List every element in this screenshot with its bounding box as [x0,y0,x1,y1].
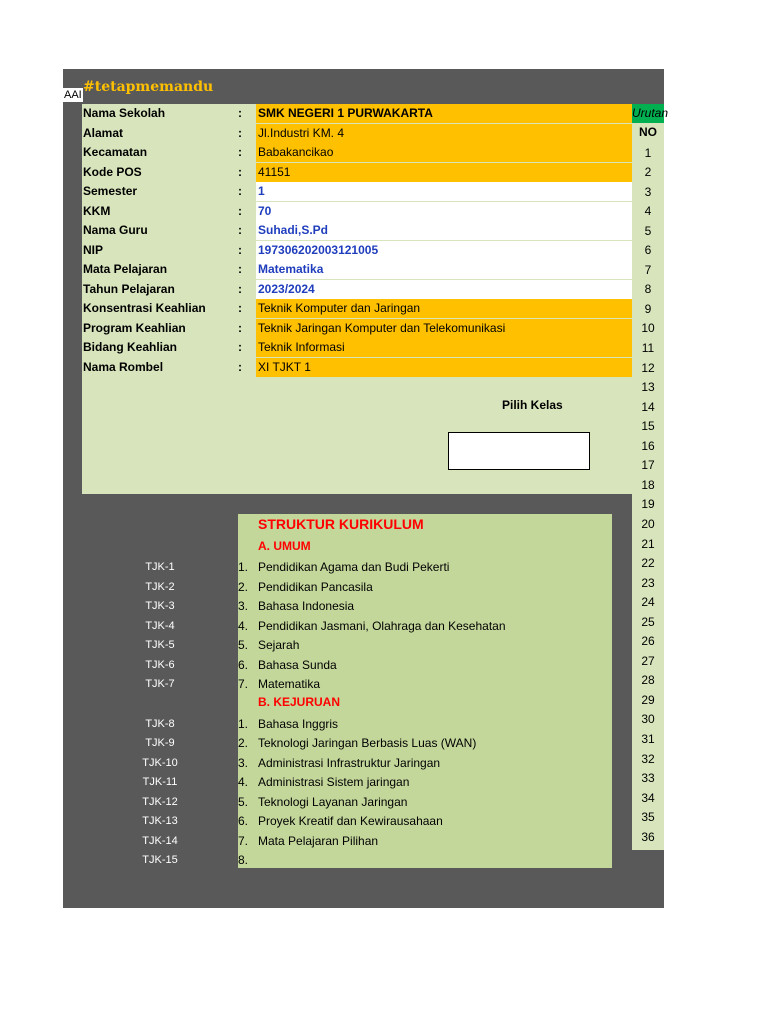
urut-number: 17 [641,458,655,473]
subject-name: Teknologi Layanan Jaringan [258,794,408,809]
info-row [82,299,632,318]
info-label: Nama Rombel [83,359,164,374]
subject-number: 6. [238,814,249,828]
kelas-input[interactable] [448,432,590,470]
info-value[interactable]: Suhadi,S.Pd [256,221,632,240]
info-value[interactable]: 41151 [256,163,632,182]
subject-row [238,636,299,656]
subject-number: 8. [238,853,249,867]
urut-number: 14 [641,399,655,414]
subject-number: 4. [238,775,249,789]
subject-name: Matematika [258,677,321,691]
urut-number: 8 [644,282,652,297]
tjk-code: TJK-8 [145,717,175,730]
tjk-code: TJK-11 [142,776,178,788]
info-colon: : [238,281,242,296]
urut-number: 2 [644,165,652,180]
urut-number: 27 [641,653,655,668]
info-value[interactable]: Teknik Jaringan Komputer dan Telekomunikasi [256,319,632,338]
info-value[interactable]: XI TJKT 1 [256,358,632,377]
tjk-code: TJK-7 [145,678,175,690]
subject-name: Teknologi Jaringan Berbasis Luas (WAN) [258,736,477,750]
info-row [82,143,632,162]
subject-row [238,558,449,578]
urut-number: 20 [641,516,655,531]
info-colon: : [238,262,242,276]
urut-number: 4 [644,204,652,219]
subject-row [238,597,354,617]
urut-number: 31 [641,732,655,746]
info-colon: : [238,125,242,140]
umum-heading: A. UMUM [258,539,311,553]
subject-number: 7. [238,833,249,848]
urut-number: 24 [641,595,655,610]
subject-row [238,675,320,695]
subject-name: Bahasa Indonesia [258,599,355,613]
info-row [82,319,632,338]
subject-name: Sejarah [258,638,300,652]
info-colon: : [238,184,242,198]
subject-number: 3. [238,755,249,770]
info-value[interactable]: Teknik Informasi [256,338,632,357]
info-label: NIP [83,242,104,257]
subject-name: Administrasi Infrastruktur Jaringan [258,755,441,770]
subject-name: Pendidikan Jasmani, Olahraga dan Kesehatan [258,618,506,633]
info-label: Program Keahlian [83,320,186,335]
info-value[interactable]: 197306202003121005 [256,241,632,260]
subject-row [238,832,378,852]
info-label: KKM [83,203,111,218]
urut-number: 7 [644,262,652,277]
info-colon: : [238,223,242,237]
info-row [82,338,632,357]
urut-number: 13 [641,380,655,395]
kejuruan-heading: B. KEJURUAN [258,695,341,709]
info-row [82,280,632,299]
info-value[interactable]: SMK NEGERI 1 PURWAKARTA [256,104,632,123]
tjk-code: TJK-6 [145,658,175,671]
subject-row [238,734,476,754]
info-colon: : [238,359,242,374]
urut-number: 36 [641,829,655,844]
subject-name: Bahasa Inggris [258,716,339,731]
urut-number: 18 [641,477,655,492]
subject-row [238,715,338,735]
urut-number: 3 [644,184,652,199]
info-label: Alamat [83,125,124,140]
subject-row [238,754,440,774]
urut-number: 16 [641,438,655,453]
info-label: Bidang Keahlian [83,340,178,354]
tjk-code: TJK-1 [145,561,175,573]
tjk-code: TJK-4 [145,619,175,632]
subject-number: 1. [238,560,249,574]
urut-number: 19 [641,497,655,512]
tjk-code: TJK-12 [142,795,178,808]
info-row [82,104,632,123]
urut-number: 32 [641,751,655,766]
info-label: Kode POS [83,164,142,179]
tjk-code: TJK-14 [142,834,178,847]
urut-number: 29 [641,692,655,707]
info-row [82,221,632,240]
subject-name: Pendidikan Agama dan Budi Pekerti [258,560,450,574]
subject-number: 3. [238,599,249,613]
info-colon: : [238,242,242,257]
info-label: Nama Sekolah [83,106,166,120]
info-value[interactable]: Teknik Komputer dan Jaringan [256,299,632,318]
tjk-code: TJK-13 [142,815,178,827]
info-colon: : [238,145,242,159]
tjk-code: TJK-9 [145,737,175,749]
urut-number: 11 [641,341,655,355]
info-colon: : [238,340,242,354]
info-value[interactable]: 1 [256,182,632,201]
urut-number: 30 [641,712,655,727]
info-value[interactable]: 2023/2024 [256,280,632,299]
info-row [82,358,632,377]
tjk-code: TJK-5 [145,639,175,651]
urut-number: 6 [644,243,652,258]
info-colon: : [238,320,242,335]
urut-number: 12 [641,360,655,375]
subject-number: 5. [238,638,249,652]
subject-number: 2. [238,736,249,750]
info-row [82,241,632,260]
info-value[interactable]: 70 [256,202,632,221]
subject-row [238,812,443,832]
info-value[interactable]: Babakancikao [256,143,632,162]
subject-name: Pendidikan Pancasila [258,579,373,594]
subject-number: 1. [238,716,249,731]
info-colon: : [238,164,242,179]
info-colon: : [238,301,242,315]
subject-name: Bahasa Sunda [258,657,337,672]
subject-number: 4. [238,618,249,633]
brand-title: #tetapmemandu [83,79,214,95]
info-label: Kecamatan [83,145,148,159]
urut-number: 22 [641,556,655,571]
pilih-kelas-label: Pilih Kelas [502,398,563,412]
urut-number: 21 [641,536,655,551]
urut-number: 33 [641,771,655,786]
subject-row [238,656,337,676]
subject-number: 6. [238,657,249,672]
subject-row [238,793,407,813]
info-row [82,124,632,143]
subject-name: Mata Pelajaran Pilihan [258,833,379,848]
urut-number: 9 [644,301,652,316]
urut-number: 15 [641,419,655,434]
info-row [82,260,632,279]
subject-row [238,617,506,637]
info-row [82,202,632,221]
info-label: Mata Pelajaran [83,262,168,276]
subject-row [238,851,258,871]
urut-number: 10 [641,321,655,336]
urut-number: 34 [641,790,655,805]
subject-row [238,773,409,793]
info-value[interactable]: Jl.Industri KM. 4 [256,124,632,143]
urut-number: 26 [641,634,655,649]
tjk-code: TJK-15 [142,854,178,866]
info-label: Konsentrasi Keahlian [83,301,206,315]
subject-number: 2. [238,579,249,594]
subject-number: 7. [238,677,249,691]
info-value[interactable]: Matematika [256,260,632,279]
subject-name: Proyek Kreatif dan Kewirausahaan [258,814,443,828]
urut-no-label: NO [639,125,657,139]
info-row [82,163,632,182]
tjk-code: TJK-2 [145,580,175,593]
struktur-title: STRUKTUR KURIKULUM [258,516,424,532]
info-label: Nama Guru [83,223,148,237]
info-label: Tahun Pelajaran [83,281,175,296]
urut-number: 1 [644,145,652,160]
urut-number: 35 [641,810,655,825]
tjk-code: TJK-10 [142,756,178,769]
info-row [82,182,632,201]
urut-number: 5 [644,223,652,238]
tjk-code: TJK-3 [145,600,175,612]
cell-aai[interactable]: AAI [64,89,82,101]
info-colon: : [238,203,242,218]
subject-row [238,578,373,598]
info-colon: : [238,106,242,120]
urut-number: 25 [641,614,655,629]
urut-number: 28 [641,673,655,688]
subject-name: Administrasi Sistem jaringan [258,775,410,789]
subject-number: 5. [238,794,249,809]
urut-header: Urutan [632,104,664,123]
urut-number: 23 [641,575,655,590]
info-label: Semester [83,184,138,198]
